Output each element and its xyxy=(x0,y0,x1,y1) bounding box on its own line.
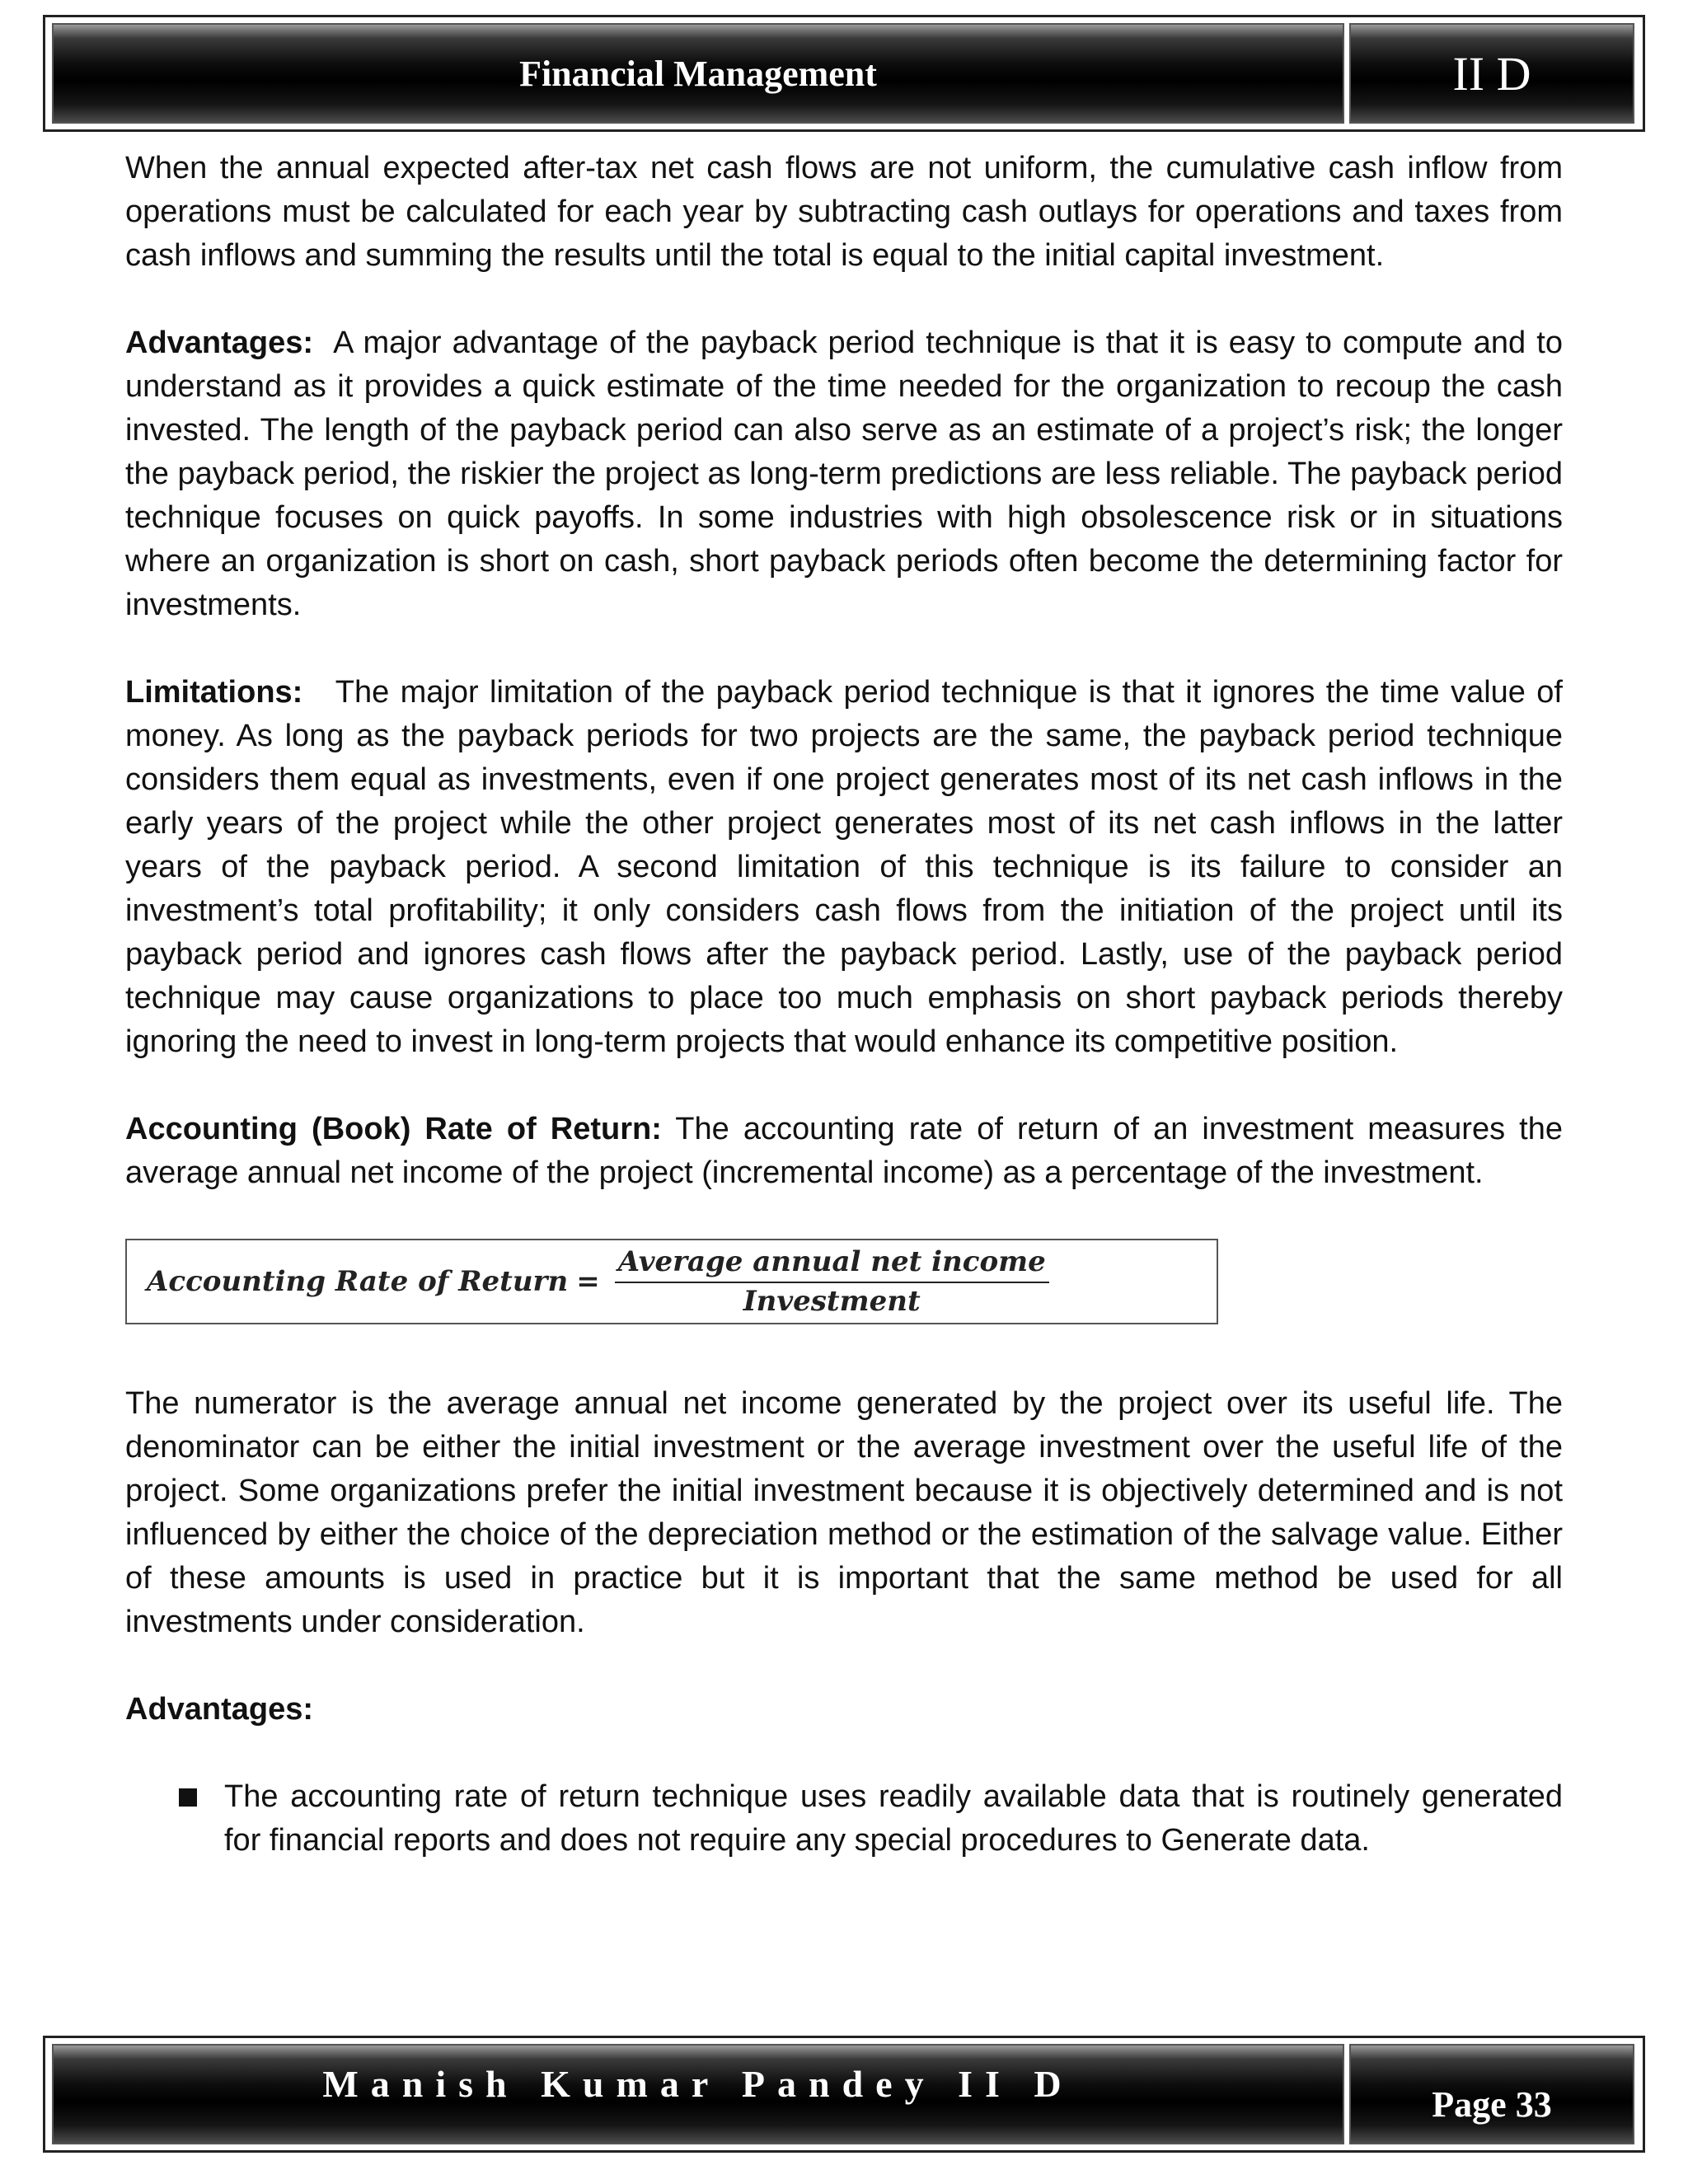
paragraph-numerator: The numerator is the average annual net income generated by the project over its useful life. The denominator can be either the initial investment or the average investment over the useful life of the project. Some organizations prefer the initial investment because it is objectively determined and is not influenced by either the choice of the depreciation method or the estimation of the salvage value. Either of these amounts is used in practice but it is important that the same method be used for all investments under consideration. xyxy=(125,1386,1563,1639)
formula-lhs: Accounting Rate of Return xyxy=(147,1264,569,1298)
arr-text: The accounting rate of return of an investment measures the average annual net income of the project (incremental income) as a percentage of the investment. xyxy=(125,1112,1563,1190)
formula-fraction xyxy=(615,1244,1049,1319)
page-number: Page 33 xyxy=(1349,2044,1634,2144)
paragraph-arr xyxy=(125,1108,1563,1195)
formula-numerator: Average annual net income xyxy=(615,1244,1049,1283)
limitations-heading: Limitations: xyxy=(125,675,303,710)
list-item xyxy=(224,1775,1563,1863)
arr-heading: Accounting (Book) Rate of Return: xyxy=(125,1112,662,1146)
header-title: Financial Management xyxy=(52,23,1344,124)
square-bullet-icon xyxy=(179,1788,197,1807)
formula-denominator: Investment xyxy=(743,1285,921,1318)
footer-frame xyxy=(43,2036,1645,2153)
advantages-list xyxy=(125,1775,1563,1863)
advantages-text: A major advantage of the payback period technique is that it is easy to compute and to understand as it provides a quick estimate of the time needed for the organization to recoup the cash invested. The length of the payback period can also serve as an estimate of a project’s risk; the longer the payback period, the riskier the project as long-term predictions are less reliable. The payback period technique focuses on quick payoffs. In some industries with high obsolescence risk or in situations where an organization is short on cash, short payback periods often become the determining factor for investments. xyxy=(125,326,1563,622)
limitations-text: The major limitation of the payback period technique is that it ignores the time value of money. As long as the payback periods for two projects are the same, the payback period technique considers them equal as investments, even if one project generates most of its net cash inflows in the early years of the project while the other project generates most of its net cash inflows in the latter years of the payback period. A second limitation of this technique is its failure to consider an investment’s total profitability; it only considers cash flows from the initiation of the project until its payback period and ignores cash flows after the payback period. Lastly, use of the payback period technique may cause organizations to place too much emphasis on short payback periods thereby ignoring the need to invest in long-term projects that would enhance its competitive position. xyxy=(125,675,1563,1059)
bullet-text: The accounting rate of return technique uses readily available data that is routinely generated for financial reports and does not require any special procedures to Generate data. xyxy=(224,1779,1563,1858)
advantages2-heading: Advantages: xyxy=(125,1692,314,1727)
paragraph-advantages xyxy=(125,321,1563,627)
paragraph-limitations xyxy=(125,671,1563,1064)
formula-equals: = xyxy=(576,1264,600,1298)
paragraph-cash-flows: When the annual expected after-tax net cash flows are not uniform, the cumulative cash inflow from operations must be calculated for each year by subtracting cash outlays for operations and taxes from cash inflows and summing the results until the total is equal to the initial capital investment. xyxy=(125,151,1563,273)
arr-formula-box xyxy=(125,1239,1218,1324)
header-tag: II D xyxy=(1349,23,1634,124)
footer-author: Manish Kumar Pandey II D xyxy=(52,2044,1344,2144)
header-frame xyxy=(43,15,1645,132)
page-content xyxy=(125,147,1563,1863)
advantages-heading: Advantages: xyxy=(125,326,314,360)
